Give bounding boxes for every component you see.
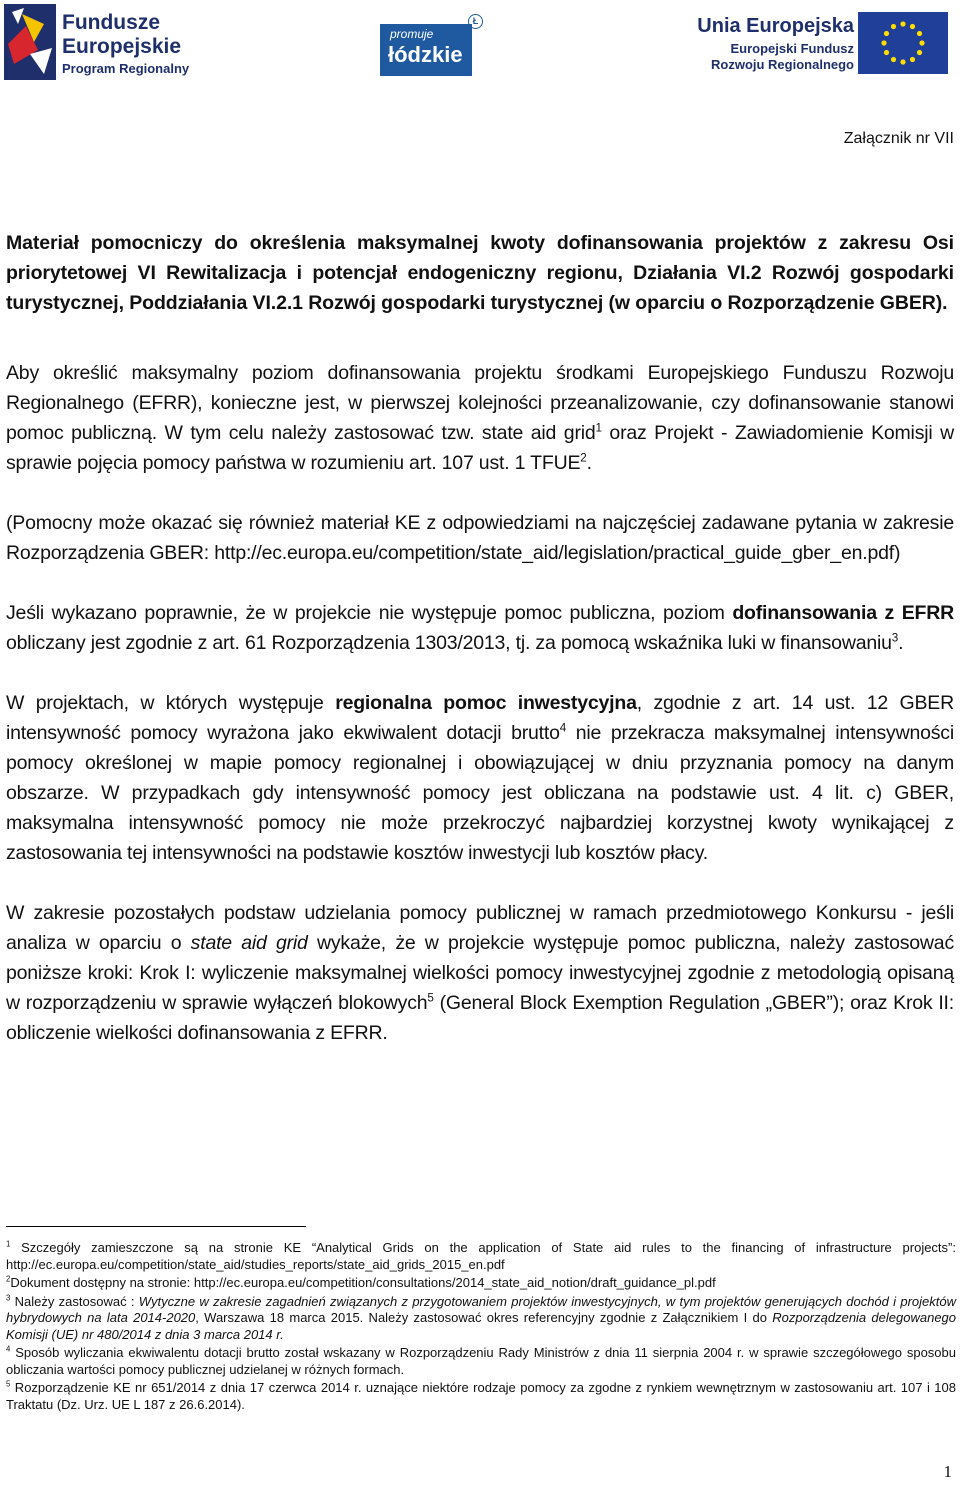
p1-text-c: . [586, 452, 592, 474]
footnote-1 [6, 1240, 956, 1273]
page-header [0, 0, 960, 90]
document-title: Materiał pomocniczy do określenia maksymalnej kwoty dofinansowania projektów z zakresu Osi priorytetowej VI Rewitalizacja i potencjał endogeniczny regionu, Działania VI.2 Rozwój gospodarki turystycznej, Poddziałania VI.2.1 Rozwój gospodarki turystycznej (w oparciu o Rozporządzenie GBER). [6, 232, 954, 314]
footnote-ref-5[interactable]: 5 [427, 991, 434, 1005]
footnote-2-num: 2 [6, 1274, 11, 1284]
footnote-ref-1[interactable]: 1 [595, 421, 602, 435]
p1-text-b: oraz Projekt - Zawiadomienie Komisji w sprawie pojęcia pomocy państwa w rozumieniu art. 107 ust. 1 TFUE [6, 422, 954, 474]
unia-europejska-logo [692, 12, 954, 78]
ue-logo-line2: Europejski Fundusz [730, 41, 854, 56]
footnote-5 [6, 1380, 956, 1413]
footnote-4-num: 4 [6, 1344, 11, 1354]
p3-text-c: . [898, 632, 904, 654]
footnote-3-text-b: , Warszawa 18 marca 2015. Należy zastosować okres referencyjny zgodnie z Załącznikiem I do [195, 1310, 773, 1325]
footnote-3-text-a: Należy zastosować : [10, 1293, 139, 1309]
footnotes [6, 1240, 956, 1415]
paragraph-other-bases [6, 898, 954, 1048]
p3-text-b: obliczany jest zgodnie z art. 61 Rozporządzenia 1303/2013, tj. za pomocą wskaźnika luki w finansowaniu [6, 632, 892, 654]
p5-text-c: (General Block Exemption Regulation „GBER”); oraz Krok II: obliczenie wielkości dofinansowania z EFRR. [6, 992, 954, 1044]
fe-logo-mark-icon [4, 4, 56, 80]
fe-logo-line2: Europejskie [62, 35, 182, 58]
paragraph-gber-guide: (Pomocny może okazać się również materiał KE z odpowiedziami na najczęściej zadawane pytania w zakresie Rozporządzenia GBER: http://ec.europa.eu/competition/state_aid/legislation/practical_guide_gber_en.pdf) [6, 512, 954, 564]
footnote-2 [6, 1275, 956, 1292]
p5-text-a: W zakresie pozostałych podstaw udzielania pomocy publicznej w ramach przedmiotowego Konkursu - jeśli analiza w oparciu o [6, 902, 954, 954]
paragraph-regional-aid [6, 688, 954, 868]
footnote-4-text: Sposób wyliczania ekwiwalentu dotacji brutto został wskazany w Rozporządzeniu Rady Ministrów z dnia 11 sierpnia 2004 r. w sprawie szczegółowego sposobu obliczania wartości pomocy publicznej udzielanej w różnych formach. [6, 1345, 956, 1377]
promuje-lodzkie-logo [380, 14, 484, 76]
p5-italic: state aid grid [190, 932, 308, 954]
footnote-3-num: 3 [6, 1293, 11, 1303]
footnote-1-text: Szczegóły zamieszczone są na stronie KE “Analytical Grids on the application of State aid rules to the financing of infrastructure projects”: http://ec.europa.eu/competition/state_aid/studies_reports/state_aid_grids_2015_en.pdf [6, 1240, 956, 1272]
lodz-logo-line1: promuje [390, 27, 434, 41]
footnote-separator [6, 1226, 306, 1227]
p4-text-a: W projektach, w których występuje [6, 692, 336, 714]
footnote-ref-4[interactable]: 4 [559, 721, 567, 735]
footnote-5-num: 5 [6, 1379, 11, 1389]
p5-text-b: wykaże, że w projekcie występuje pomoc publiczna, należy zastosować poniższe kroki: Krok I: wyliczenie maksymalnej wielkości pomocy inwestycyjnej zgodnie z metodologią opisaną w rozporządzeniu w sprawie wyłączeń blokowych [6, 932, 954, 1014]
p4-text-b: , zgodnie z art. 14 ust. 12 GBER intensywność pomocy wyrażona jako ekwiwalent dotacji brutto [6, 692, 954, 744]
p4-bold: regionalna pomoc inwestycyjna [335, 692, 637, 714]
p3-text-a: Jeśli wykazano poprawnie, że w projekcie nie występuje pomoc publiczna, poziom [6, 602, 733, 624]
fe-logo-line3: Program Regionalny [62, 61, 190, 76]
annex-label: Załącznik nr VII [843, 130, 954, 147]
lodz-logo-box [380, 24, 472, 76]
footnote-ref-2[interactable]: 2 [580, 451, 587, 465]
paragraph-funding-gap [6, 598, 954, 658]
ue-logo-line1: Unia Europejska [697, 15, 854, 37]
fundusze-europejskie-logo [4, 4, 204, 80]
footnote-1-num: 1 [6, 1239, 11, 1249]
ue-logo-line3: Rozwoju Regionalnego [711, 57, 854, 72]
footnote-2-text: Dokument dostępny na stronie: http://ec.europa.eu/competition/consultations/2014_state_aid_notion/draft_guidance_pl.pdf [10, 1275, 716, 1290]
p1-text-a: Aby określić maksymalny poziom dofinansowania projektu środkami Europejskiego Funduszu Rozwoju Regionalnego (EFRR), konieczne jest, w pierwszej kolejności przeanalizowanie, czy dofinansowanie stanowi pomoc publiczną. W tym celu należy zastosować tzw. state aid grid [6, 362, 954, 444]
fe-logo-line1: Fundusze [62, 11, 160, 34]
p4-text-c: nie przekracza maksymalnej intensywności pomocy określonej w mapie pomocy regionalnej i obowiązującej w dniu przyznania pomocy na danym obszarze. W przypadkach gdy intensywność pomocy jest obliczana na podstawie ust. 4 lit. c) GBER, maksymalna intensywność pomocy nie może przekroczyć najbardziej korzystnej kwoty wynikającej z zastosowania tej intensywności na podstawie kosztów inwestycji lub kosztów płacy. [6, 722, 954, 864]
p3-bold: dofinansowania z EFRR [732, 602, 954, 624]
footnote-3 [6, 1294, 956, 1344]
paragraph-state-aid-grid [6, 358, 954, 478]
lodz-badge-icon: Ł [468, 14, 483, 29]
footnote-5-text: Rozporządzenie KE nr 651/2014 z dnia 17 czerwca 2014 r. uznające niektóre rodzaje pomocy za zgodne z rynkiem wewnętrznym w zastosowaniu art. 107 i 108 Traktatu (Dz. Urz. UE L 187 z 26.6.2014). [6, 1380, 956, 1412]
page-number: 1 [943, 1462, 952, 1481]
footnote-3-italic-1: Wytyczne w zakresie zagadnień związanych z przygotowaniem projektów inwestycyjnych, w tym projektów generujących dochód i projektów hybrydowych na lata 2014-2020 [6, 1293, 956, 1325]
footnote-3-italic-2: Rozporządzenia delegowanego Komisji (UE) nr 480/2014 z dnia 3 marca 2014 r. [6, 1310, 957, 1342]
document-body [6, 228, 954, 1078]
eu-flag-icon [858, 12, 948, 74]
lodz-logo-line2: łódzkie [388, 42, 463, 67]
footnote-4 [6, 1345, 956, 1378]
footnote-ref-3[interactable]: 3 [891, 631, 899, 645]
